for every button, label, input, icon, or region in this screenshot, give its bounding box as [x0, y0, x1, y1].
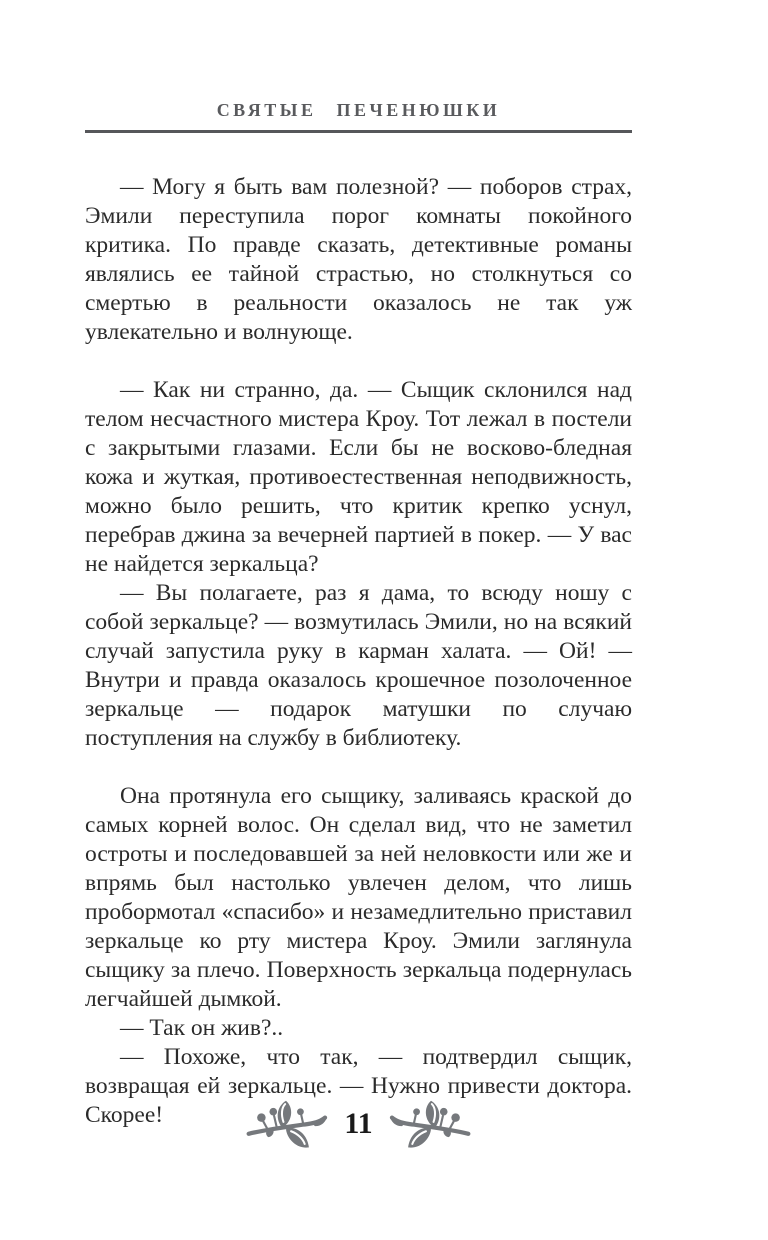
page-body [85, 173, 632, 1130]
paragraph: — Вы полагаете, раз я дама, то всюду ношу с собой зеркальце? — возмутилась Эмили, но на всякий случай запустила руку в карман халата. — Ой! — Внутри и правда оказалось крошечное позолоченное зеркальце — подарок матушки по случаю поступления на службу в библиотеку. [85, 580, 632, 751]
paragraph: — Могу я быть вам полезной? — поборов страх, Эмили переступила порог комнаты покойного критика. По правде сказать, детективные романы являлись ее тайной страстью, но столкнуться со смертью в реальности оказалось не так уж увлекательно и волнующе. [85, 174, 632, 345]
page-number: 11 [344, 1107, 373, 1140]
laurel-branch-right-icon [388, 1099, 474, 1155]
header-rule [85, 130, 632, 133]
running-title: СВЯТЫЕ ПЕЧЕНЮШКИ [216, 100, 501, 120]
paragraph: — Как ни странно, да. — Сыщик склонился над телом несчастного мистера Кроу. Тот лежал в постели с закрытыми глазами. Если бы не восково-бледная кожа и жуткая, противоестественная неподвижность, можно было решить, что критик крепко уснул, перебрав джина за вечерней партией в покер. — У вас не найдется зеркальца? [85, 377, 632, 577]
page-footer [85, 1094, 632, 1160]
paragraph: — Похоже, что так, — подтвердил сыщик, возвращая ей зеркальце. — Нужно привести доктора. Скорее! [85, 1044, 632, 1128]
laurel-branch-left-icon [243, 1099, 329, 1155]
paragraph: — Так он жив?.. [120, 1015, 284, 1041]
paragraph: Она протянула его сыщику, заливаясь краской до самых корней волос. Он сделал вид, что не заметил остроты и последовавшей за ней неловкости или же и впрямь был настолько увлечен делом, что лишь пробормотал «спасибо» и незамедлительно приставил зеркальце ко рту мистера Кроу. Эмили заглянула сыщику за плечо. Поверхность зеркальца подернулась легчайшей дымкой. [85, 783, 632, 1012]
